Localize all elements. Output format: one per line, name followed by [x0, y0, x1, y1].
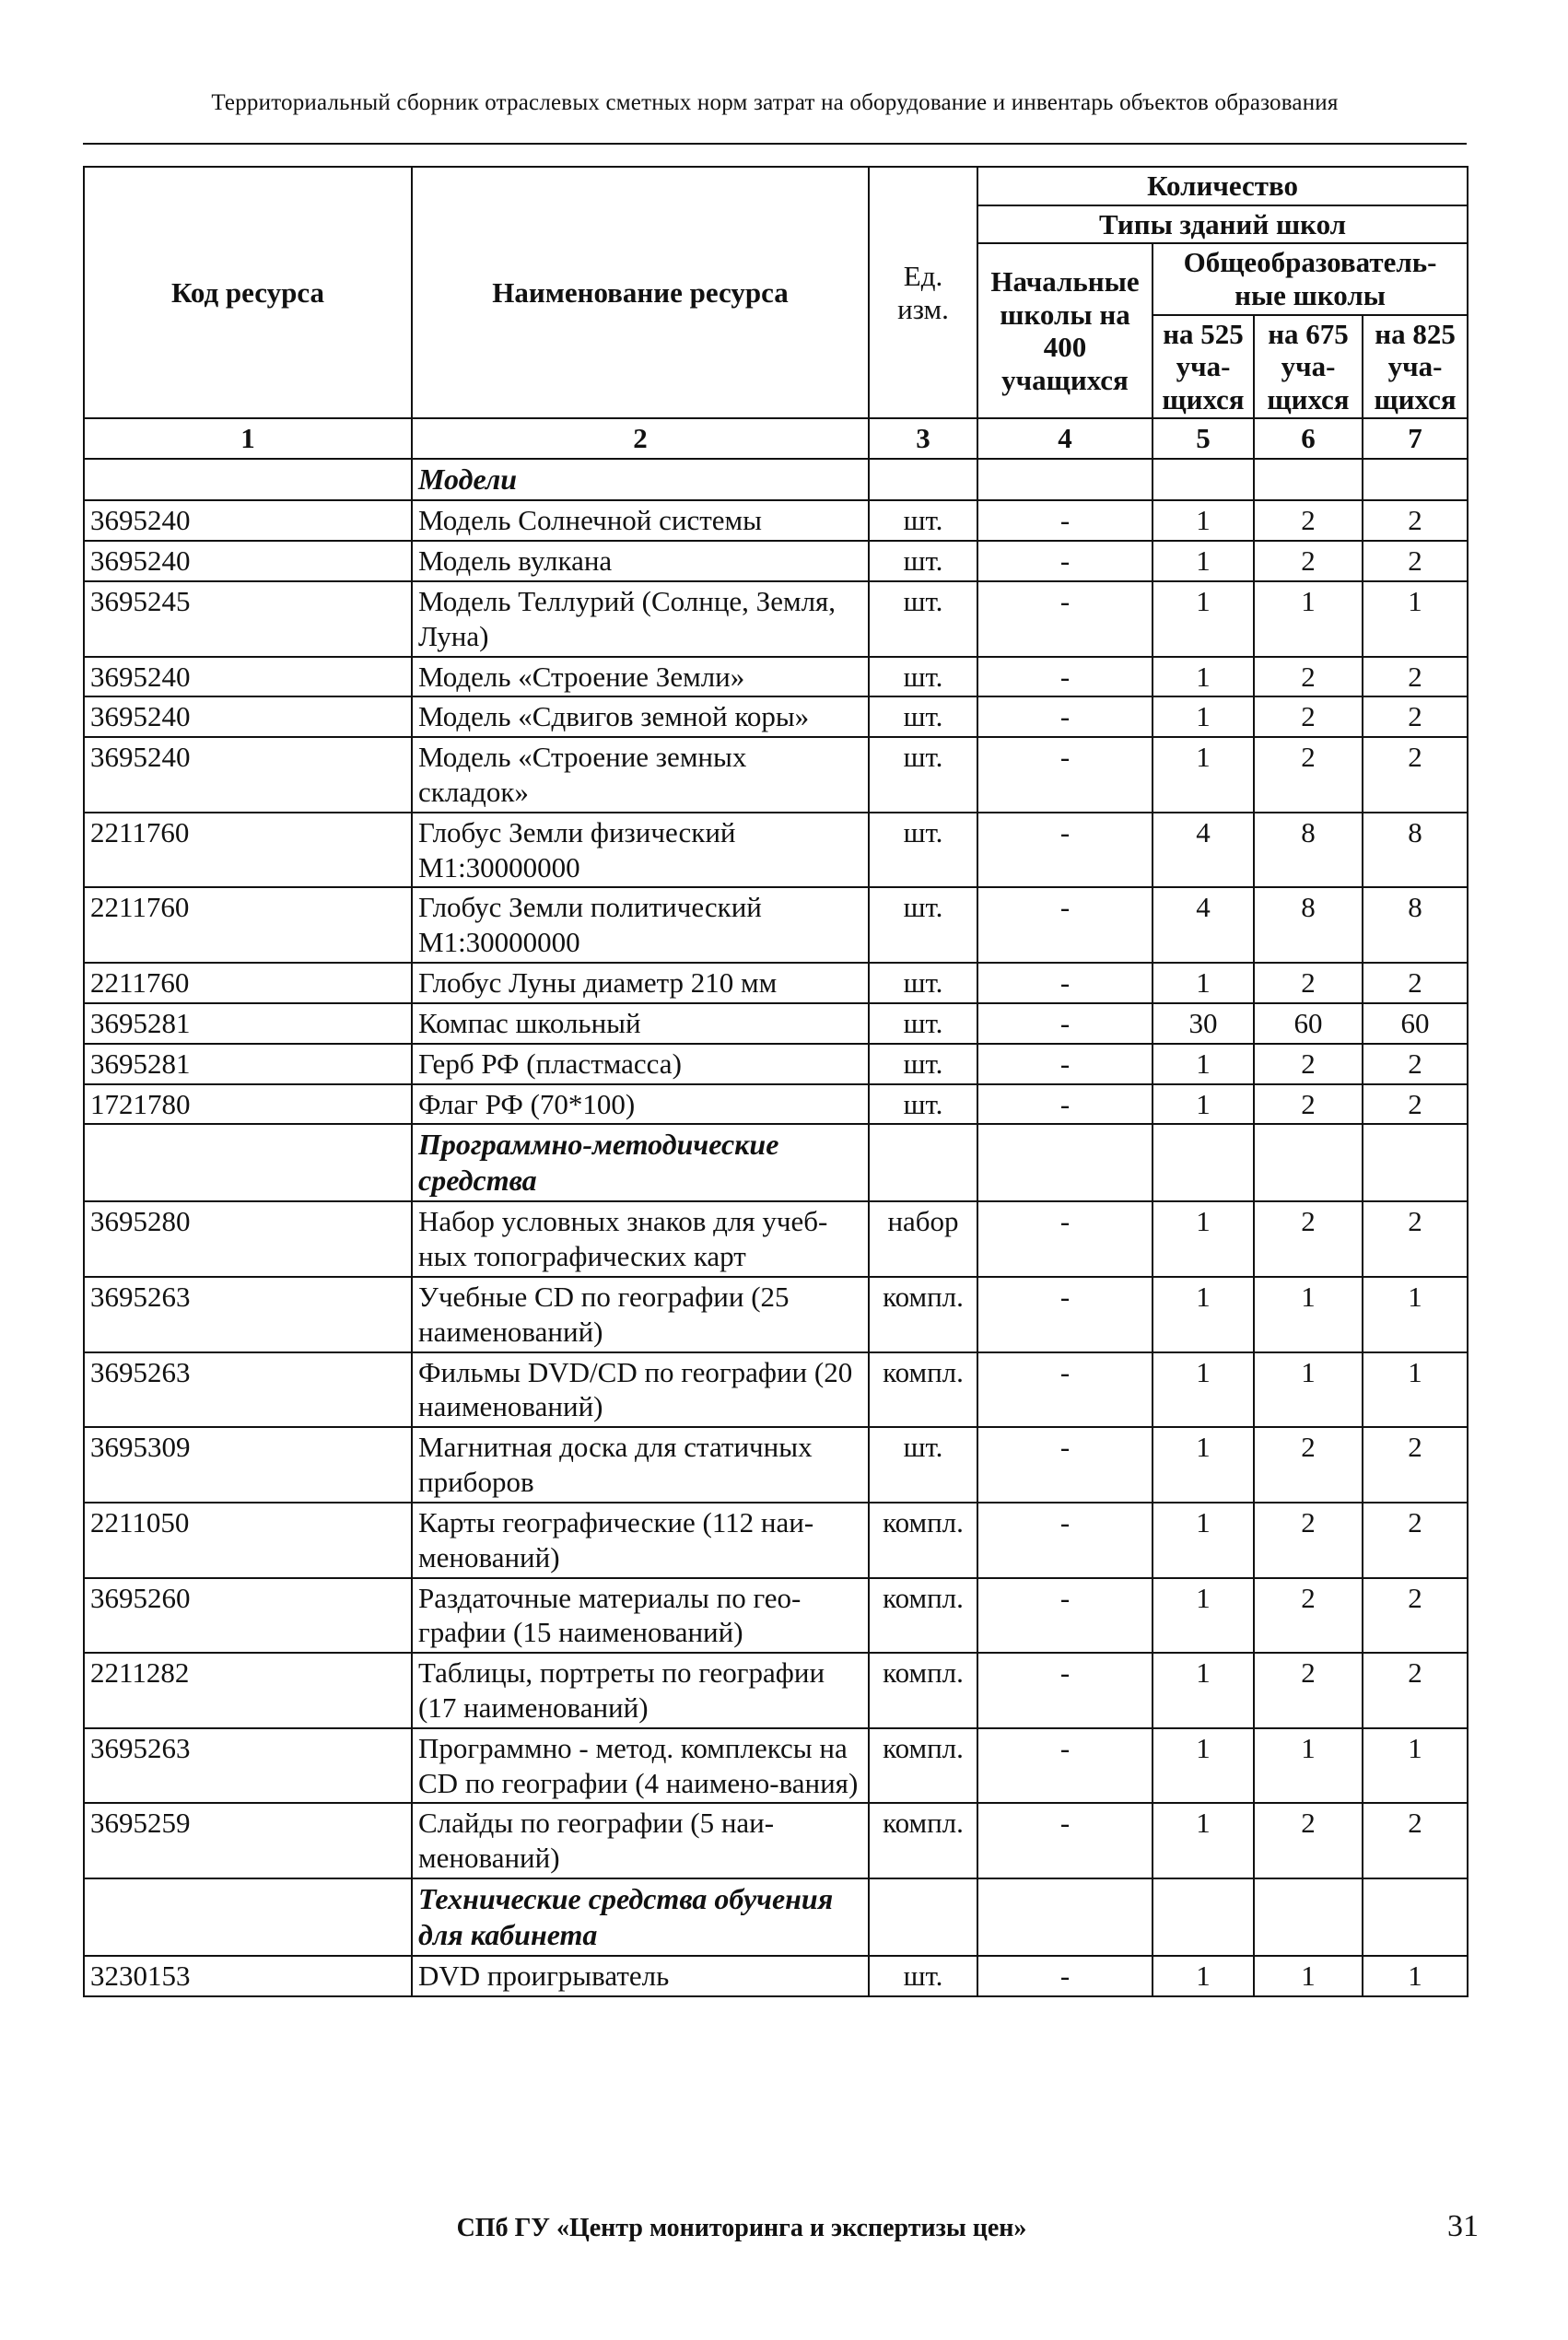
qty-primary-400: -: [977, 1803, 1153, 1878]
table-row: [84, 500, 1468, 541]
qty-825: 8: [1363, 813, 1468, 888]
section-empty-cell: [1254, 1878, 1363, 1956]
resource-name: Программно - метод. комплексы на CD по географии (4 наимено-вания): [412, 1728, 869, 1804]
resource-code: 3695240: [84, 737, 412, 813]
qty-primary-400: -: [977, 1044, 1153, 1084]
qty-525: 1: [1153, 1277, 1254, 1352]
qty-675: 2: [1254, 657, 1363, 697]
resource-code: 3695259: [84, 1803, 412, 1878]
qty-825: 2: [1363, 1503, 1468, 1578]
resource-name: Флаг РФ (70*100): [412, 1084, 869, 1125]
unit: шт.: [869, 500, 977, 541]
resource-name: Таблицы, портреты по географии (17 наименований): [412, 1653, 869, 1728]
table-row: [84, 813, 1468, 888]
qty-825: 2: [1363, 1578, 1468, 1654]
qty-primary-400: -: [977, 657, 1153, 697]
qty-primary-400: -: [977, 1352, 1153, 1428]
qty-primary-400: -: [977, 541, 1153, 581]
section-code-empty: [84, 459, 412, 500]
table-row: [84, 887, 1468, 963]
resource-code: 3695245: [84, 581, 412, 657]
resource-name: Модель вулкана: [412, 541, 869, 581]
table-row: [84, 1044, 1468, 1084]
qty-675: 1: [1254, 581, 1363, 657]
qty-525: 1: [1153, 657, 1254, 697]
qty-primary-400: -: [977, 1003, 1153, 1044]
resource-code: 3695240: [84, 500, 412, 541]
resource-code: 3695281: [84, 1003, 412, 1044]
resource-code: 3695260: [84, 1578, 412, 1654]
table-row: [84, 657, 1468, 697]
page-footer: СПб ГУ «Центр мониторинга и экспертизы цен»: [456, 2214, 1027, 2242]
unit: шт.: [869, 541, 977, 581]
table-row: [84, 1277, 1468, 1352]
section-empty-cell: [1363, 1878, 1468, 1956]
resource-name: Компас школьный: [412, 1003, 869, 1044]
qty-primary-400: -: [977, 1201, 1153, 1277]
col-num: 4: [977, 418, 1153, 459]
table-row: [84, 1427, 1468, 1503]
qty-primary-400: -: [977, 1277, 1153, 1352]
table-row: [84, 696, 1468, 737]
resource-name: Глобус Земли политический М1:30000000: [412, 887, 869, 963]
unit: шт.: [869, 1427, 977, 1503]
section-empty-cell: [977, 1124, 1153, 1201]
qty-525: 1: [1153, 963, 1254, 1003]
head-quantity: Количество: [977, 167, 1468, 205]
col-num: 1: [84, 418, 412, 459]
col-num: 6: [1254, 418, 1363, 459]
head-525: на 525 уча-щихся: [1153, 315, 1254, 419]
resource-name: Карты географические (112 наи-менований): [412, 1503, 869, 1578]
qty-675: 2: [1254, 737, 1363, 813]
qty-675: 2: [1254, 1653, 1363, 1728]
qty-825: 2: [1363, 1084, 1468, 1125]
qty-675: 1: [1254, 1728, 1363, 1804]
resource-name: Набор условных знаков для учеб-ных топографических карт: [412, 1201, 869, 1277]
qty-825: 2: [1363, 1427, 1468, 1503]
qty-525: 1: [1153, 737, 1254, 813]
head-name: Наименование ресурса: [412, 167, 869, 418]
unit: шт.: [869, 696, 977, 737]
resource-code: 3230153: [84, 1956, 412, 1996]
unit: шт.: [869, 737, 977, 813]
table-row: [84, 1352, 1468, 1428]
qty-primary-400: -: [977, 813, 1153, 888]
head-school-types: Типы зданий школ: [977, 205, 1468, 244]
resource-code: 2211050: [84, 1503, 412, 1578]
qty-675: 8: [1254, 887, 1363, 963]
qty-primary-400: -: [977, 581, 1153, 657]
qty-825: 60: [1363, 1003, 1468, 1044]
unit: шт.: [869, 657, 977, 697]
qty-525: 4: [1153, 887, 1254, 963]
qty-primary-400: -: [977, 696, 1153, 737]
qty-675: 2: [1254, 541, 1363, 581]
unit: компл.: [869, 1653, 977, 1728]
resource-name: Фильмы DVD/CD по географии (20 наименований): [412, 1352, 869, 1428]
qty-825: 2: [1363, 1653, 1468, 1728]
qty-primary-400: -: [977, 1503, 1153, 1578]
page-number: 31: [1447, 2209, 1479, 2243]
qty-primary-400: -: [977, 1427, 1153, 1503]
resource-code: 2211282: [84, 1653, 412, 1728]
table-row: [84, 1728, 1468, 1804]
resource-code: 2211760: [84, 887, 412, 963]
section-empty-cell: [869, 1878, 977, 1956]
qty-675: 2: [1254, 1044, 1363, 1084]
qty-825: 2: [1363, 500, 1468, 541]
qty-675: 1: [1254, 1277, 1363, 1352]
table-body: [84, 418, 1468, 1995]
section-empty-cell: [977, 1878, 1153, 1956]
table-row: [84, 1578, 1468, 1654]
qty-525: 1: [1153, 1201, 1254, 1277]
table-row: [84, 737, 1468, 813]
unit: компл.: [869, 1578, 977, 1654]
resource-name: DVD проигрыватель: [412, 1956, 869, 1996]
resource-code: 3695240: [84, 541, 412, 581]
section-empty-cell: [1153, 459, 1254, 500]
qty-825: 2: [1363, 1201, 1468, 1277]
qty-675: 2: [1254, 696, 1363, 737]
qty-525: 1: [1153, 500, 1254, 541]
unit: шт.: [869, 1044, 977, 1084]
resource-code: 3695309: [84, 1427, 412, 1503]
section-row: [84, 1878, 1468, 1956]
col-num: 2: [412, 418, 869, 459]
col-num: 3: [869, 418, 977, 459]
section-empty-cell: [1254, 459, 1363, 500]
section-title: Модели: [412, 459, 869, 500]
qty-525: 1: [1153, 1044, 1254, 1084]
qty-825: 8: [1363, 887, 1468, 963]
table-row: [84, 1084, 1468, 1125]
resource-name: Глобус Земли физический М1:30000000: [412, 813, 869, 888]
section-empty-cell: [1363, 459, 1468, 500]
qty-675: 2: [1254, 1578, 1363, 1654]
resource-code: 1721780: [84, 1084, 412, 1125]
qty-825: 1: [1363, 1277, 1468, 1352]
header-rule: [83, 143, 1467, 145]
section-empty-cell: [977, 459, 1153, 500]
resource-name: Модель Солнечной системы: [412, 500, 869, 541]
unit: компл.: [869, 1277, 977, 1352]
qty-825: 1: [1363, 1352, 1468, 1428]
unit: набор: [869, 1201, 977, 1277]
qty-675: 2: [1254, 1803, 1363, 1878]
qty-675: 1: [1254, 1352, 1363, 1428]
resource-name: Учебные CD по географии (25 наименований): [412, 1277, 869, 1352]
table-head: [84, 167, 1468, 418]
head-code: Код ресурса: [84, 167, 412, 418]
qty-525: 4: [1153, 813, 1254, 888]
resource-code: 3695281: [84, 1044, 412, 1084]
qty-675: 2: [1254, 1427, 1363, 1503]
qty-525: 1: [1153, 1503, 1254, 1578]
resource-code: 3695263: [84, 1728, 412, 1804]
head-unit: Ед. изм.: [869, 167, 977, 418]
qty-825: 2: [1363, 696, 1468, 737]
head-825: на 825 уча-щихся: [1363, 315, 1468, 419]
resource-name: Герб РФ (пластмасса): [412, 1044, 869, 1084]
table-row: [84, 1956, 1468, 1996]
section-title: Программно-методические средства: [412, 1124, 869, 1201]
table-row: [84, 963, 1468, 1003]
resource-code: 3695263: [84, 1277, 412, 1352]
resource-code: 3695280: [84, 1201, 412, 1277]
table-row: [84, 1201, 1468, 1277]
running-header: Территориальный сборник отраслевых сметных норм затрат на оборудование и инвентарь объектов образования: [211, 90, 1339, 115]
qty-primary-400: -: [977, 500, 1153, 541]
table-row: [84, 1653, 1468, 1728]
qty-675: 2: [1254, 500, 1363, 541]
qty-825: 2: [1363, 1803, 1468, 1878]
resource-code: 2211760: [84, 813, 412, 888]
qty-525: 1: [1153, 1653, 1254, 1728]
qty-675: 2: [1254, 963, 1363, 1003]
head-general: Общеобразователь-ные школы: [1153, 243, 1468, 314]
qty-primary-400: -: [977, 737, 1153, 813]
qty-675: 60: [1254, 1003, 1363, 1044]
qty-525: 1: [1153, 581, 1254, 657]
section-code-empty: [84, 1124, 412, 1201]
qty-primary-400: -: [977, 963, 1153, 1003]
table-row: [84, 1503, 1468, 1578]
section-title: Технические средства обучения для кабинета: [412, 1878, 869, 1956]
unit: компл.: [869, 1352, 977, 1428]
unit: шт.: [869, 813, 977, 888]
resource-name: Модель «Строение земных складок»: [412, 737, 869, 813]
qty-525: 30: [1153, 1003, 1254, 1044]
table-row: [84, 541, 1468, 581]
section-empty-cell: [1254, 1124, 1363, 1201]
qty-675: 8: [1254, 813, 1363, 888]
qty-525: 1: [1153, 1352, 1254, 1428]
unit: шт.: [869, 1956, 977, 1996]
qty-675: 2: [1254, 1503, 1363, 1578]
qty-primary-400: -: [977, 1653, 1153, 1728]
section-empty-cell: [869, 1124, 977, 1201]
resource-name: Модель «Строение Земли»: [412, 657, 869, 697]
qty-primary-400: -: [977, 1084, 1153, 1125]
qty-675: 2: [1254, 1084, 1363, 1125]
qty-825: 2: [1363, 657, 1468, 697]
section-empty-cell: [1153, 1878, 1254, 1956]
resource-name: Магнитная доска для статичных приборов: [412, 1427, 869, 1503]
qty-525: 1: [1153, 1578, 1254, 1654]
qty-675: 2: [1254, 1201, 1363, 1277]
qty-825: 2: [1363, 541, 1468, 581]
qty-525: 1: [1153, 696, 1254, 737]
head-675: на 675 уча-щихся: [1254, 315, 1363, 419]
resource-code: 3695240: [84, 657, 412, 697]
resource-name: Модель Теллурий (Солнце, Земля, Луна): [412, 581, 869, 657]
qty-825: 2: [1363, 737, 1468, 813]
section-empty-cell: [869, 459, 977, 500]
col-num: 7: [1363, 418, 1468, 459]
column-numbers-row: [84, 418, 1468, 459]
resource-name: Модель «Сдвигов земной коры»: [412, 696, 869, 737]
col-num: 5: [1153, 418, 1254, 459]
qty-primary-400: -: [977, 887, 1153, 963]
qty-525: 1: [1153, 1803, 1254, 1878]
unit: шт.: [869, 1003, 977, 1044]
head-primary: Начальные школы на 400 учащихся: [977, 243, 1153, 418]
unit: шт.: [869, 581, 977, 657]
unit: компл.: [869, 1728, 977, 1804]
resource-code: 2211760: [84, 963, 412, 1003]
qty-525: 1: [1153, 1084, 1254, 1125]
section-empty-cell: [1153, 1124, 1254, 1201]
qty-primary-400: -: [977, 1956, 1153, 1996]
qty-525: 1: [1153, 541, 1254, 581]
resource-table: [83, 166, 1469, 1997]
qty-525: 1: [1153, 1728, 1254, 1804]
qty-primary-400: -: [977, 1728, 1153, 1804]
section-row: [84, 459, 1468, 500]
unit: шт.: [869, 887, 977, 963]
section-row: [84, 1124, 1468, 1201]
table-row: [84, 581, 1468, 657]
qty-825: 1: [1363, 581, 1468, 657]
resource-name: Раздаточные материалы по гео-графии (15 наименований): [412, 1578, 869, 1654]
table-row: [84, 1003, 1468, 1044]
qty-825: 2: [1363, 963, 1468, 1003]
unit: компл.: [869, 1503, 977, 1578]
resource-code: 3695240: [84, 696, 412, 737]
resource-code: 3695263: [84, 1352, 412, 1428]
qty-825: 1: [1363, 1956, 1468, 1996]
section-empty-cell: [1363, 1124, 1468, 1201]
qty-525: 1: [1153, 1956, 1254, 1996]
resource-name: Глобус Луны диаметр 210 мм: [412, 963, 869, 1003]
section-code-empty: [84, 1878, 412, 1956]
unit: шт.: [869, 963, 977, 1003]
qty-825: 2: [1363, 1044, 1468, 1084]
qty-825: 1: [1363, 1728, 1468, 1804]
qty-525: 1: [1153, 1427, 1254, 1503]
unit: шт.: [869, 1084, 977, 1125]
resource-name: Слайды по географии (5 наи-менований): [412, 1803, 869, 1878]
table-row: [84, 1803, 1468, 1878]
qty-primary-400: -: [977, 1578, 1153, 1654]
unit: компл.: [869, 1803, 977, 1878]
qty-675: 1: [1254, 1956, 1363, 1996]
